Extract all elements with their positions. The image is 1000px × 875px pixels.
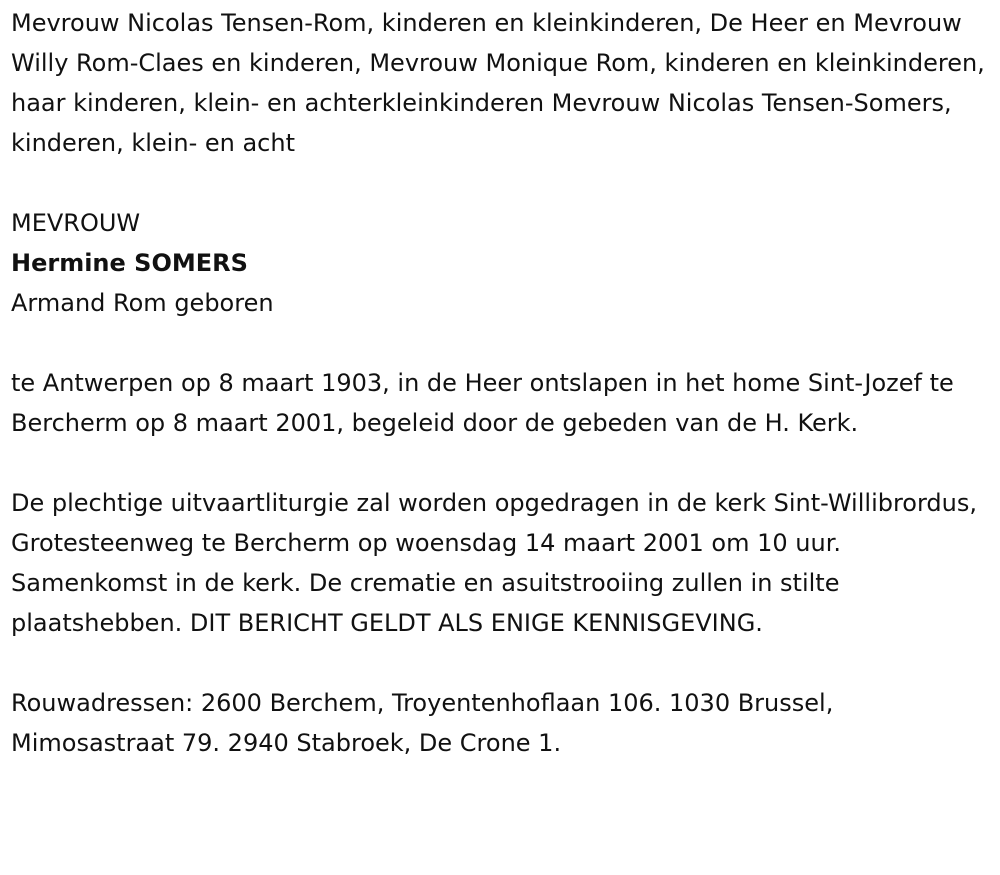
spouse-line: Armand Rom geboren xyxy=(11,289,274,317)
spacer xyxy=(11,323,1000,363)
family-announcement-paragraph: Mevrouw Nicolas Tensen-Rom, kinderen en kleinkinderen, De Heer en Mevrouw Willy Rom-Claes en kinderen, Mevrouw Monique Rom, kinderen en kleinkinderen, haar kinderen, klein- en achterkleinkinderen Mevrouw Nicolas Tensen-Somers, kinderen, klein- en acht xyxy=(11,9,985,157)
deceased-name: Hermine SOMERS xyxy=(11,249,248,277)
spacer xyxy=(11,163,1000,203)
title-prefix: MEVROUW xyxy=(11,209,141,237)
spacer xyxy=(11,643,1000,683)
birth-death-paragraph: te Antwerpen op 8 maart 1903, in de Heer ontslapen in het home Sint-Jozef te Bercherm op 8 maart 2001, begeleid door de gebeden van de H. Kerk. xyxy=(11,369,954,437)
mourning-addresses-paragraph: Rouwadressen: 2600 Berchem, Troyentenhoflaan 106. 1030 Brussel, Mimosastraat 79. 2940 Stabroek, De Crone 1. xyxy=(11,689,834,757)
funeral-paragraph: De plechtige uitvaartliturgie zal worden opgedragen in de kerk Sint-Willibrordus, Grotesteenweg te Bercherm op woensdag 14 maart 2001 om 10 uur. Samenkomst in de kerk. De crematie en asuitstrooiing zullen in stilte plaatshebben. DIT BERICHT GELDT ALS ENIGE KENNISGEVING. xyxy=(11,489,978,637)
spacer xyxy=(11,443,1000,483)
